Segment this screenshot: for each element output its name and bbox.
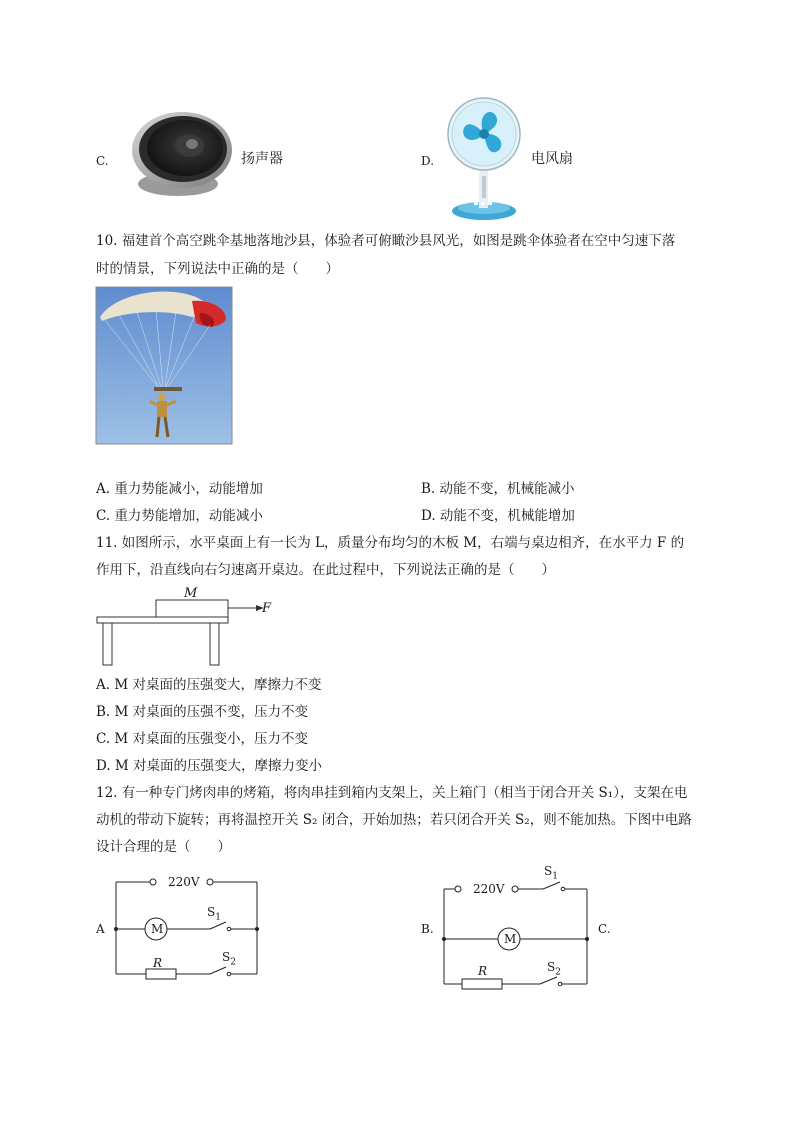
q11-stem-line1: 11. 如图所示，水平桌面上有一长为 L，质量分布均匀的木板 M，右端与桌边相齐，在水平力 F 的 — [96, 535, 685, 551]
q10-option-b: B. 动能不变，机械能减小 — [421, 481, 575, 497]
option-c-label: C. — [96, 154, 109, 168]
table-board-figure — [96, 586, 276, 670]
q10-stem-line2: 时的情景，下列说法中正确的是（ ） — [96, 261, 339, 277]
option-c-text: 扬声器 — [241, 151, 283, 167]
option-d-text: 电风扇 — [531, 151, 573, 167]
circuit-b-s2: $S_2$ — [547, 960, 561, 978]
circuit-a-s1: $S_1$ — [207, 905, 221, 923]
parachute-photo — [96, 287, 232, 444]
q10-option-c: C. 重力势能增加，动能减小 — [96, 508, 263, 524]
circuit-a-voltage: 220V — [168, 875, 200, 889]
board-label: M — [184, 586, 198, 601]
circuit-b-resistor: R — [478, 964, 488, 978]
option-d-label: D. — [421, 154, 435, 168]
q11-option-b: B. M 对桌面的压强不变，压力不变 — [96, 704, 309, 720]
circuit-b-right-label: C. — [598, 922, 611, 936]
circuit-b-motor: M — [504, 932, 517, 946]
q10-option-a: A. 重力势能减小，动能增加 — [96, 481, 263, 497]
circuit-a-label: A — [96, 922, 105, 936]
q11-option-c: C. M 对桌面的压强变小，压力不变 — [96, 731, 309, 747]
circuit-b-voltage: 220V — [473, 882, 505, 896]
circuit-a-resistor: R — [153, 956, 163, 970]
circuit-b-label: B. — [421, 922, 434, 936]
q10-stem-line1: 10. 福建首个高空跳伞基地落地沙县，体验者可俯瞰沙县风光，如图是跳伞体验者在空中匀速下落 — [96, 233, 676, 249]
circuit-a — [112, 872, 264, 980]
circuit-a-motor: M — [151, 922, 164, 936]
q12-stem-line1: 12. 有一种专门烤肉串的烤箱，将肉串挂到箱内支架上，关上箱门（相当于闭合开关 S₁），支架在电 — [96, 785, 688, 801]
q12-stem-line3: 设计合理的是（ ） — [96, 839, 231, 855]
electric-fan-image — [446, 98, 524, 222]
circuit-b-s1: $S_1$ — [544, 864, 558, 882]
speaker-image — [126, 104, 236, 200]
q11-option-a: A. M 对桌面的压强变大，摩擦力不变 — [96, 677, 322, 693]
q12-stem-line2: 动机的带动下旋转；再将温控开关 S₂ 闭合，开始加热；若只闭合开关 S₂，则不能加热。下图中电路 — [96, 812, 692, 828]
circuit-b — [440, 862, 592, 992]
force-label: F — [262, 601, 272, 616]
q10-option-d: D. 动能不变，机械能增加 — [421, 508, 575, 524]
circuit-a-s2: $S_2$ — [222, 950, 236, 968]
q11-stem-line2: 作用下，沿直线向右匀速离开桌边。在此过程中，下列说法正确的是（ ） — [96, 562, 555, 578]
q11-option-d: D. M 对桌面的压强变大，摩擦力变小 — [96, 758, 323, 774]
